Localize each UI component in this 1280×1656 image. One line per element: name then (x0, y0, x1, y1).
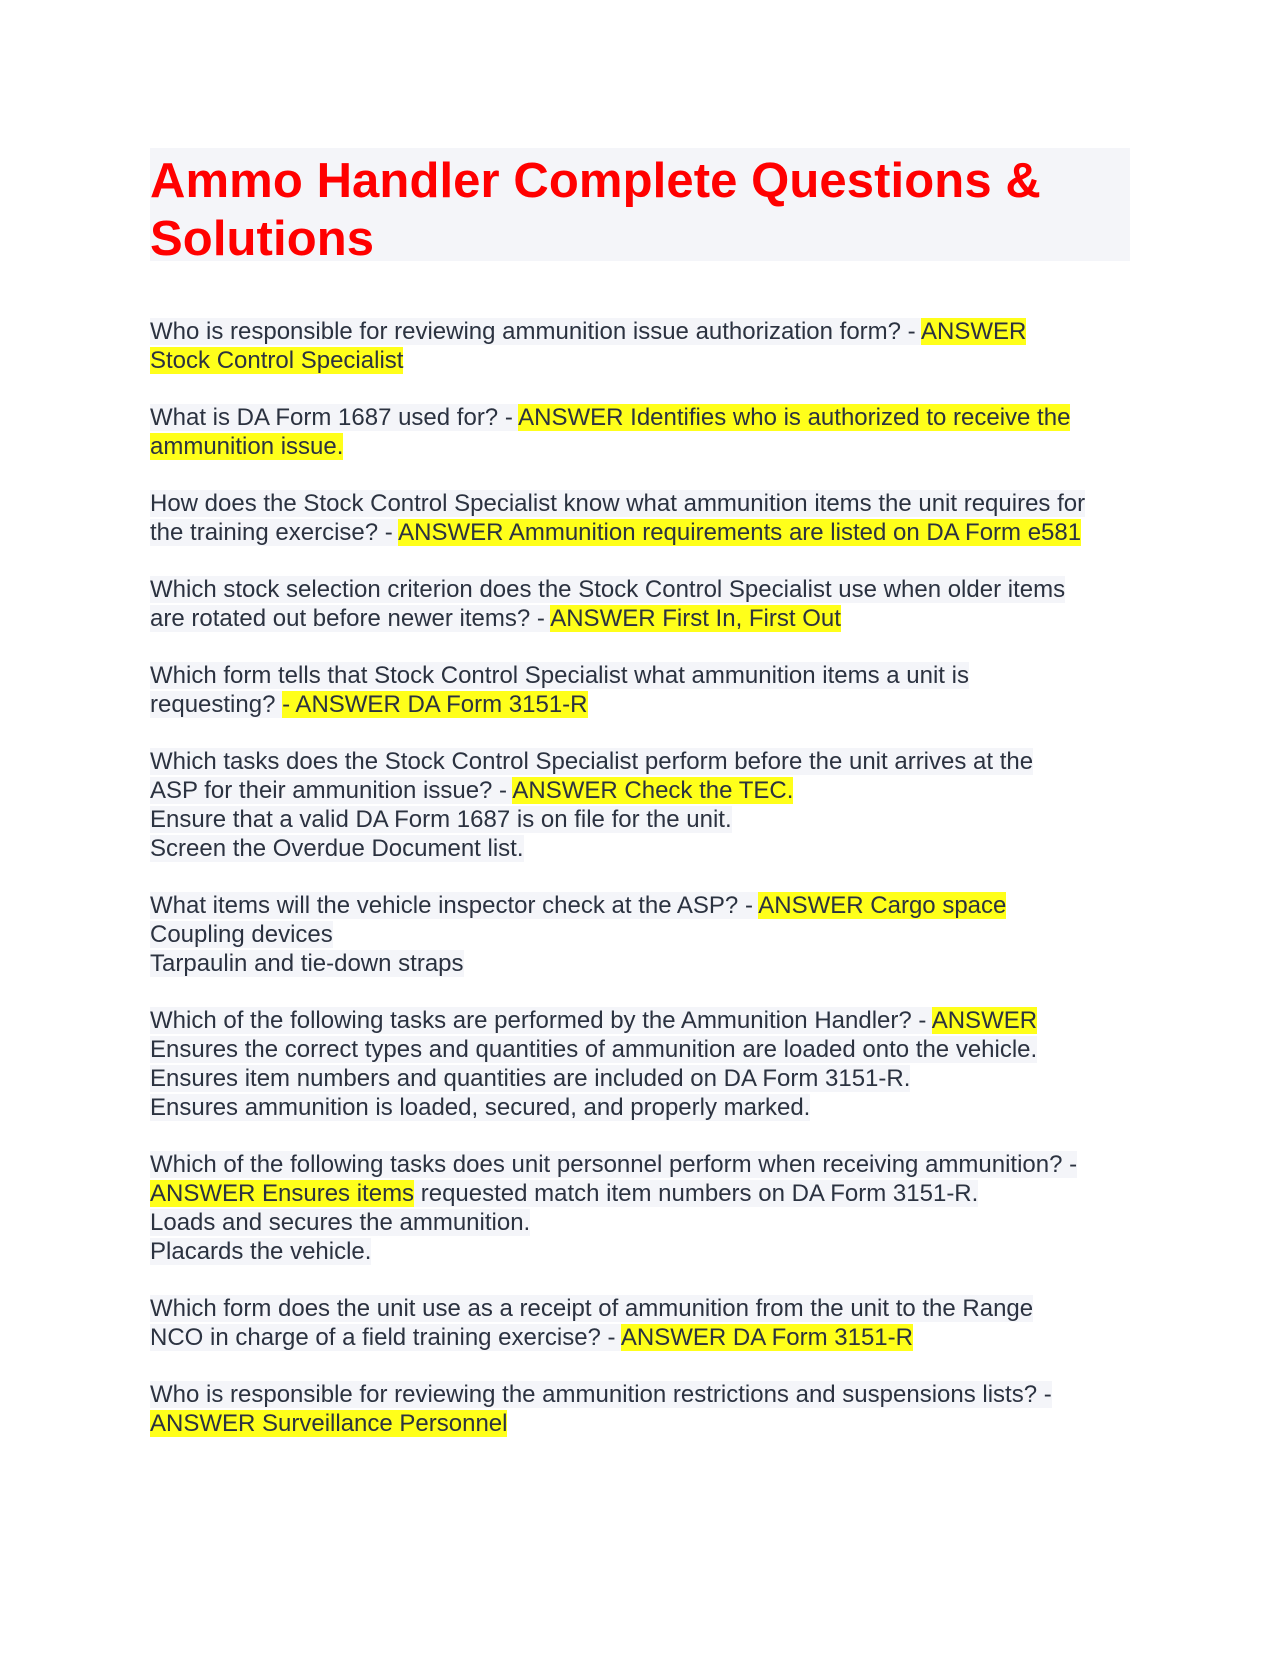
answer-text: Ensures the correct types and quantities of ammunition are loaded onto the vehicle. (150, 1036, 1038, 1063)
question-text: What items will the vehicle inspector check at the ASP? - (150, 892, 759, 919)
question-text: Which of the following tasks does unit personnel perform when receiving ammunition? - (150, 1151, 1078, 1178)
qa-item-9 (150, 1150, 1130, 1266)
question-text: Which stock selection criterion does the Stock Control Specialist use when older items (150, 576, 1066, 603)
answer-highlight: ammunition issue. (150, 433, 344, 460)
question-text: Which form does the unit use as a receipt of ammunition from the unit to the Range (150, 1295, 1034, 1322)
question-text: ASP for their ammunition issue? - (150, 777, 513, 804)
qa-item-8 (150, 1006, 1130, 1122)
answer-highlight: ANSWER Cargo space (758, 892, 1007, 919)
question-text: the training exercise? - (150, 519, 399, 546)
qa-item-4 (150, 575, 1130, 633)
qa-item-1 (150, 317, 1130, 375)
answer-highlight: ANSWER Identifies who is authorized to receive the (518, 404, 1071, 431)
answer-highlight: ANSWER DA Form 3151-R (620, 1324, 913, 1351)
answer-text: Screen the Overdue Document list. (150, 835, 524, 862)
question-text: Who is responsible for reviewing the ammunition restrictions and suspensions lists? - (150, 1381, 1052, 1408)
answer-text: requested match item numbers on DA Form 3151-R. (414, 1180, 979, 1207)
question-text: Which form tells that Stock Control Specialist what ammunition items a unit is (150, 662, 969, 689)
qa-item-5 (150, 661, 1130, 719)
answer-highlight: ANSWER Check the TEC. (512, 777, 794, 804)
question-text: What is DA Form 1687 used for? - (150, 404, 519, 431)
answer-text: Ensure that a valid DA Form 1687 is on file for the unit. (150, 806, 732, 833)
document-page (150, 148, 1130, 1466)
qa-item-10 (150, 1294, 1130, 1352)
answer-highlight: ANSWER (931, 1007, 1038, 1034)
question-text: requesting? (150, 691, 283, 718)
question-text: Who is responsible for reviewing ammunition issue authorization form? - (150, 318, 922, 345)
answer-text: Loads and secures the ammunition. (150, 1209, 531, 1236)
answer-highlight: - ANSWER DA Form 3151-R (282, 691, 588, 718)
answer-highlight: ANSWER Surveillance Personnel (150, 1410, 508, 1437)
qa-list (150, 317, 1130, 1438)
answer-highlight: ANSWER Ensures items (150, 1180, 415, 1207)
question-text: Which tasks does the Stock Control Specialist perform before the unit arrives at the (150, 748, 1034, 775)
question-text: How does the Stock Control Specialist know what ammunition items the unit requires for (150, 490, 1086, 517)
question-text: are rotated out before newer items? - (150, 605, 551, 632)
qa-item-7 (150, 891, 1130, 978)
qa-item-11 (150, 1380, 1130, 1438)
qa-item-2 (150, 403, 1130, 461)
answer-highlight: Stock Control Specialist (150, 347, 404, 374)
title-line-2: Solutions (150, 212, 375, 266)
title-block (150, 148, 1130, 266)
question-text: NCO in charge of a field training exercise? - (150, 1324, 621, 1351)
answer-text: Placards the vehicle. (150, 1238, 372, 1265)
answer-text: Ensures item numbers and quantities are included on DA Form 3151-R. (150, 1065, 911, 1092)
qa-item-6 (150, 747, 1130, 863)
answer-text: Ensures ammunition is loaded, secured, and properly marked. (150, 1094, 811, 1121)
answer-highlight: ANSWER First In, First Out (550, 605, 841, 632)
qa-item-3 (150, 489, 1130, 547)
answer-text: Coupling devices (150, 921, 333, 948)
document-title (150, 152, 1130, 268)
answer-highlight: ANSWER Ammunition requirements are listed on DA Form e581 (398, 519, 1082, 546)
answer-highlight: ANSWER (921, 318, 1027, 345)
answer-text: Tarpaulin and tie-down straps (150, 950, 464, 977)
question-text: Which of the following tasks are performed by the Ammunition Handler? - (150, 1007, 932, 1034)
title-line-1: Ammo Handler Complete Questions & (150, 154, 1041, 208)
